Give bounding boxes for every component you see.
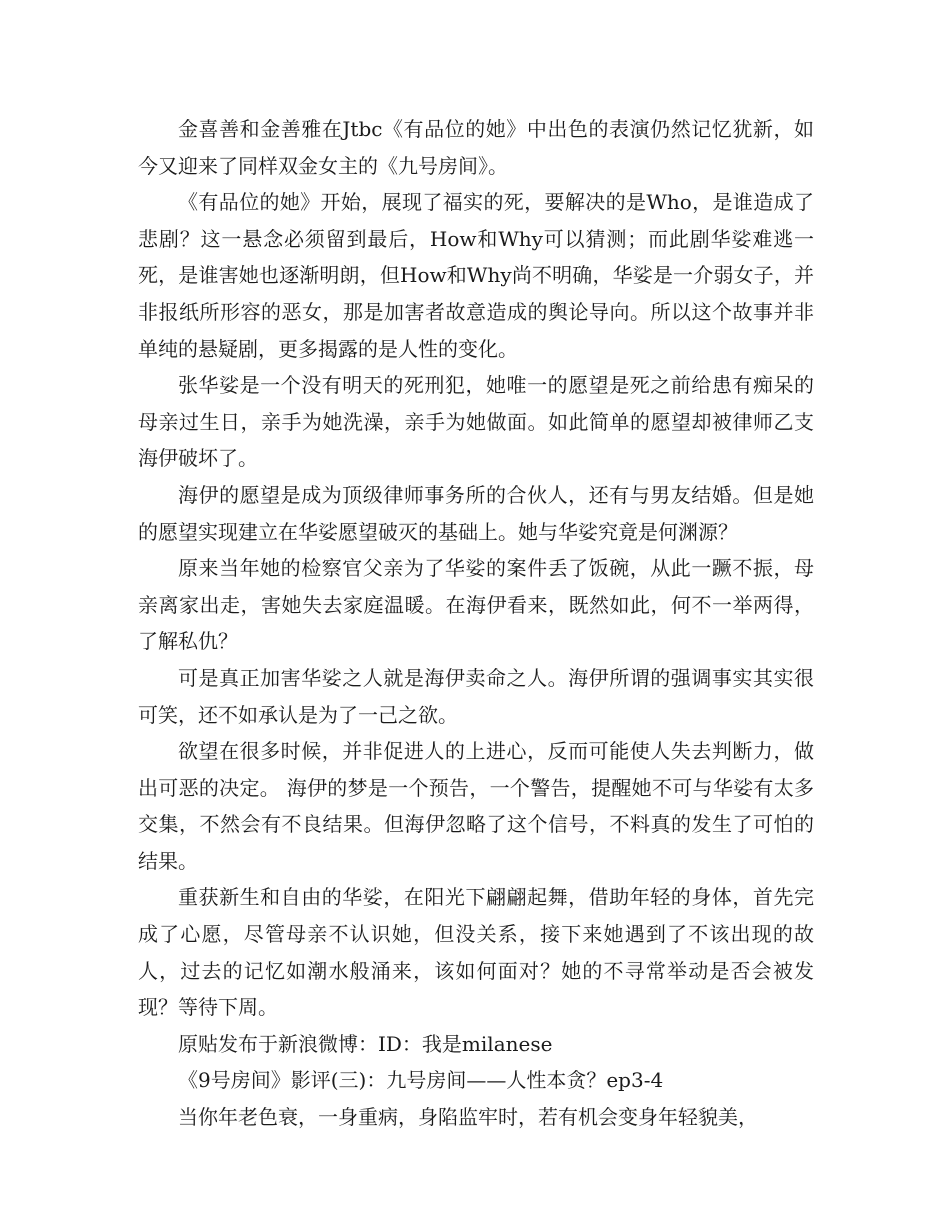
paragraph-next: 当你年老色衰，一身重病，身陷监牢时，若有机会变身年轻貌美，	[178, 1105, 758, 1130]
paragraph-source: 原贴发布于新浪微博：ID：我是milanese	[178, 1031, 553, 1056]
paragraph-review-title: 《9号房间》影评(三)：九号房间——人性本贪？ep3-4	[178, 1068, 664, 1093]
paragraph-intro: 金喜善和金善雅在Jtbc《有品位的她》中出色的表演仍然记忆犹新，如今又迎来了同样双金女主的《九号房间》。	[138, 117, 814, 178]
document-body	[138, 111, 814, 1136]
paragraph-desire: 欲望在很多时候，并非促进人的上进心，反而可能使人失去判断力，做出可恶的决定。 海伊的梦是一个预告，一个警告，提醒她不可与华娑有太多交集，不然会有不良结果。但海伊忽略了这个信号，不料真的发生了可怕的结果。	[138, 739, 814, 873]
paragraph-huasuo-wish: 张华娑是一个没有明天的死刑犯，她唯一的愿望是死之前给患有痴呆的母亲过生日，亲手为她洗澡，亲手为她做面。如此简单的愿望却被律师乙支海伊破坏了。	[138, 373, 814, 471]
paragraph-haiyi-wish: 海伊的愿望是成为顶级律师事务所的合伙人，还有与男友结婚。但是她的愿望实现建立在华娑愿望破灭的基础上。她与华娑究竟是何渊源？	[138, 482, 814, 544]
paragraph-true-culprit: 可是真正加害华娑之人就是海伊卖命之人。海伊所谓的强调事实其实很可笑，还不如承认是为了一己之欲。	[138, 665, 814, 727]
paragraph-comparison: 《有品位的她》开始，展现了福实的死，要解决的是Who，是谁造成了悲剧？这一悬念必须留到最后，How和Why可以猜测；而此剧华娑难逃一死，是谁害她也逐渐明朗，但How和Why尚不明确，华娑是一介弱女子，并非报纸所形容的恶女，那是加害者故意造成的舆论导向。所以这个故事并非单纯的悬疑剧，更多揭露的是人性的变化。	[138, 190, 814, 361]
paragraph-rebirth: 重获新生和自由的华娑，在阳光下翩翩起舞，借助年轻的身体，首先完成了心愿，尽管母亲不认识她，但没关系，接下来她遇到了不该出现的故人，过去的记忆如潮水般涌来，该如何面对？她的不寻常举动是否会被发现？等待下周。	[138, 885, 814, 1020]
paragraph-backstory: 原来当年她的检察官父亲为了华娑的案件丢了饭碗，从此一蹶不振，母亲离家出走，害她失去家庭温暖。在海伊看来，既然如此，何不一举两得，了解私仇？	[138, 556, 814, 654]
